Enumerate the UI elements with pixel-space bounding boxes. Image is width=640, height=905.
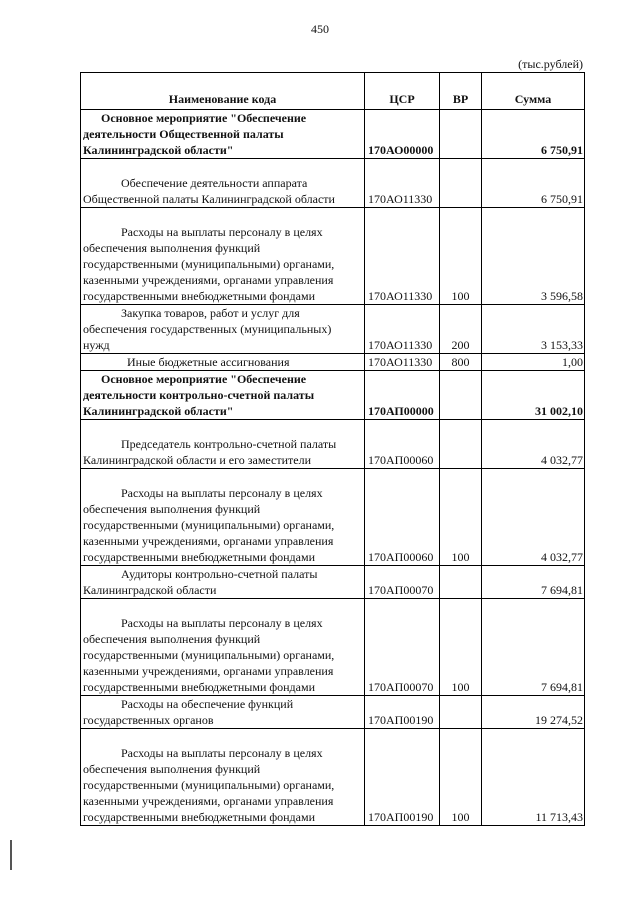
row-name-line: государственными (муниципальными) органами, — [83, 518, 335, 532]
units-label: (тыс.рублей) — [518, 57, 583, 71]
row-vr-cell — [440, 566, 482, 599]
row-name-line: казенными учреждениями, органами управления — [83, 534, 334, 548]
row-vr-cell — [440, 159, 482, 208]
row-sum-cell: 7 694,81 — [482, 566, 585, 599]
row-name-line: Закупка товаров, работ и услуг для — [121, 306, 300, 320]
table-row — [81, 420, 585, 469]
row-name-line: Общественной палаты Калининградской области — [83, 192, 335, 206]
row-name-line — [83, 469, 362, 485]
row-name-line — [83, 729, 362, 745]
row-name-line — [83, 159, 362, 175]
row-vr-cell: 200 — [440, 305, 482, 354]
row-name-line: государственными внебюджетными фондами — [83, 550, 316, 564]
row-name-line — [83, 208, 362, 224]
page-number: 450 — [311, 22, 329, 36]
row-sum-cell: 3 596,58 — [482, 208, 585, 305]
row-name-line: Расходы на выплаты персоналу в целях — [121, 616, 323, 630]
row-sum-cell: 4 032,77 — [482, 420, 585, 469]
header-name: Наименование кода — [81, 73, 365, 110]
row-name-line: государственными (муниципальными) органами, — [83, 778, 335, 792]
row-name-line: Обеспечение деятельности аппарата — [121, 176, 308, 190]
row-csr-cell: 170АП00190 — [365, 729, 440, 826]
row-name-line: Калининградской области и его заместители — [83, 453, 312, 467]
header-sum: Сумма — [482, 73, 585, 110]
row-sum-cell: 4 032,77 — [482, 469, 585, 566]
row-name-line: обеспечения выполнения функций — [83, 502, 261, 516]
header-csr: ЦСР — [365, 73, 440, 110]
row-name-cell — [81, 354, 365, 371]
row-name-cell — [81, 599, 365, 696]
header-vr: ВР — [440, 73, 482, 110]
row-name-line: Аудиторы контрольно-счетной палаты — [121, 567, 318, 581]
row-name-line: Основное мероприятие "Обеспечение — [101, 372, 307, 386]
row-csr-cell: 170АО11330 — [365, 208, 440, 305]
row-vr-cell: 800 — [440, 354, 482, 371]
table-row — [81, 208, 585, 305]
row-vr-cell — [440, 110, 482, 159]
row-sum-cell: 11 713,43 — [482, 729, 585, 826]
row-name-line: Основное мероприятие "Обеспечение — [101, 111, 307, 125]
row-name-line: Калининградской области" — [83, 404, 234, 418]
row-name-cell — [81, 566, 365, 599]
row-name-cell — [81, 110, 365, 159]
row-name-line: нужд — [83, 338, 110, 352]
row-vr-cell — [440, 420, 482, 469]
row-name-line: Расходы на выплаты персоналу в целях — [121, 746, 323, 760]
row-name-cell — [81, 159, 365, 208]
row-name-cell — [81, 729, 365, 826]
row-vr-cell — [440, 371, 482, 420]
row-name-line: государственными внебюджетными фондами — [83, 680, 316, 694]
row-name-line: казенными учреждениями, органами управления — [83, 794, 334, 808]
row-sum-cell: 1,00 — [482, 354, 585, 371]
row-vr-cell: 100 — [440, 599, 482, 696]
row-csr-cell: 170АО11330 — [365, 305, 440, 354]
row-name-line: Расходы на обеспечение функций — [121, 697, 294, 711]
row-name-cell — [81, 208, 365, 305]
row-name-line: Иные бюджетные ассигнования — [127, 355, 290, 369]
row-name-line: казенными учреждениями, органами управления — [83, 664, 334, 678]
row-name-line: обеспечения выполнения функций — [83, 241, 261, 255]
row-vr-cell — [440, 696, 482, 729]
row-sum-cell: 6 750,91 — [482, 110, 585, 159]
row-name-line: деятельности Общественной палаты — [83, 127, 284, 141]
table-row — [81, 469, 585, 566]
row-name-line: обеспечения выполнения функций — [83, 762, 261, 776]
row-sum-cell: 31 002,10 — [482, 371, 585, 420]
row-name-line: государственными (муниципальными) органами, — [83, 257, 335, 271]
row-sum-cell: 6 750,91 — [482, 159, 585, 208]
row-csr-cell: 170АП00190 — [365, 696, 440, 729]
row-name-cell — [81, 420, 365, 469]
table-body — [81, 110, 585, 826]
row-csr-cell: 170АП00070 — [365, 566, 440, 599]
row-name-cell — [81, 371, 365, 420]
table-row — [81, 371, 585, 420]
table-row — [81, 159, 585, 208]
table-row — [81, 110, 585, 159]
row-csr-cell: 170АП00070 — [365, 599, 440, 696]
row-name-line: государственными внебюджетными фондами — [83, 810, 316, 824]
row-vr-cell: 100 — [440, 469, 482, 566]
table-row — [81, 696, 585, 729]
row-sum-cell: 3 153,33 — [482, 305, 585, 354]
row-name-line: Председатель контрольно-счетной палаты — [121, 437, 337, 451]
row-name-cell — [81, 696, 365, 729]
row-name-line: обеспечения государственных (муниципальных) — [83, 322, 332, 336]
table-row — [81, 305, 585, 354]
row-name-line: государственных органов — [83, 713, 214, 727]
row-vr-cell: 100 — [440, 729, 482, 826]
scan-margin-mark — [10, 840, 12, 870]
row-name-cell — [81, 469, 365, 566]
row-name-line: Расходы на выплаты персоналу в целях — [121, 225, 323, 239]
table-row — [81, 354, 585, 371]
row-name-line: деятельности контрольно-счетной палаты — [83, 388, 315, 402]
table-header-row — [81, 73, 585, 110]
table-row — [81, 566, 585, 599]
row-csr-cell: 170АО11330 — [365, 159, 440, 208]
table-row — [81, 729, 585, 826]
row-sum-cell: 7 694,81 — [482, 599, 585, 696]
row-name-line: обеспечения выполнения функций — [83, 632, 261, 646]
row-sum-cell: 19 274,52 — [482, 696, 585, 729]
row-csr-cell: 170АП00060 — [365, 420, 440, 469]
row-name-line: Расходы на выплаты персоналу в целях — [121, 486, 323, 500]
row-name-cell — [81, 305, 365, 354]
row-vr-cell: 100 — [440, 208, 482, 305]
budget-table — [80, 72, 585, 826]
row-csr-cell: 170АО11330 — [365, 354, 440, 371]
row-name-line: государственными (муниципальными) органами, — [83, 648, 335, 662]
row-name-line — [83, 599, 362, 615]
row-csr-cell: 170АО00000 — [365, 110, 440, 159]
row-name-line: Калининградской области" — [83, 143, 234, 157]
row-csr-cell: 170АП00060 — [365, 469, 440, 566]
row-name-line: казенными учреждениями, органами управления — [83, 273, 334, 287]
row-csr-cell: 170АП00000 — [365, 371, 440, 420]
row-name-line: государственными внебюджетными фондами — [83, 289, 316, 303]
row-name-line — [83, 420, 362, 436]
table-row — [81, 599, 585, 696]
row-name-line: Калининградской области — [83, 583, 217, 597]
